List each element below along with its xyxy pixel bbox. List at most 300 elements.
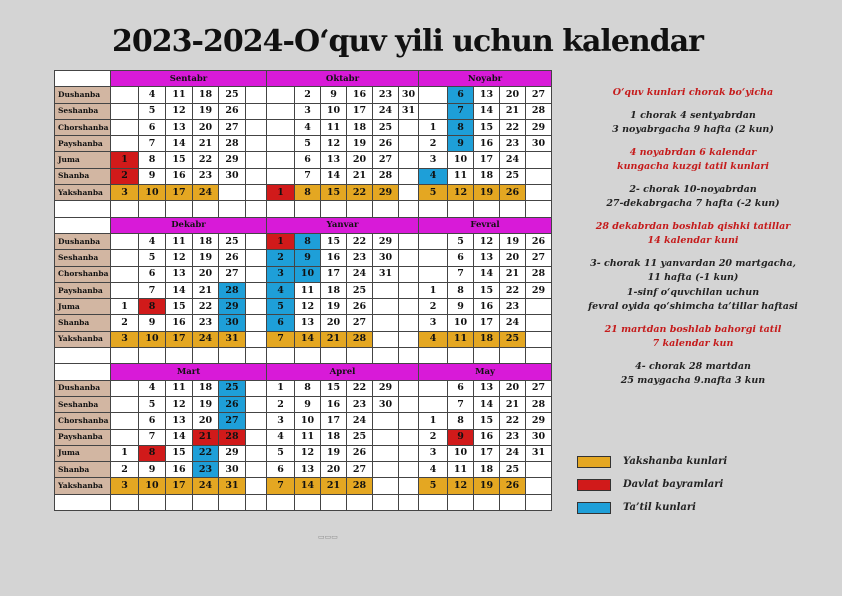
date-cell (399, 331, 419, 347)
date-cell: 1 (419, 119, 448, 135)
date-cell: 11 (448, 462, 474, 478)
date-cell: 24 (193, 185, 219, 201)
date-cell: 30 (399, 87, 419, 103)
date-cell: 17 (474, 152, 500, 168)
date-cell: 4 (139, 87, 166, 103)
date-cell: 7 (139, 136, 166, 152)
note-block (560, 146, 826, 175)
date-cell: 22 (193, 299, 219, 315)
date-cell (219, 185, 246, 201)
date-cell: 31 (219, 478, 246, 494)
date-cell (399, 168, 419, 184)
date-cell: 15 (474, 413, 500, 429)
date-cell: 17 (166, 331, 193, 347)
date-cell (246, 168, 267, 184)
date-cell: 20 (193, 413, 219, 429)
date-cell: 21 (500, 103, 526, 119)
date-cell: 13 (295, 462, 321, 478)
note-line: 1-sinf o‘quvchilan uchun (626, 286, 760, 298)
date-cell: 11 (166, 233, 193, 249)
date-cell (399, 136, 419, 152)
date-cell: 22 (347, 233, 373, 249)
date-cell: 16 (166, 315, 193, 331)
date-cell: 18 (474, 168, 500, 184)
date-cell: 13 (474, 250, 500, 266)
date-cell: 10 (139, 331, 166, 347)
date-cell (111, 396, 139, 412)
date-cell: 27 (526, 250, 552, 266)
note-block (560, 220, 826, 249)
date-cell: 14 (474, 396, 500, 412)
date-cell (111, 413, 139, 429)
date-cell: 26 (526, 233, 552, 249)
legend-swatch (577, 456, 611, 468)
spacer-cell (419, 494, 448, 510)
date-cell: 8 (139, 445, 166, 461)
note-block (560, 323, 826, 352)
calendar-table (54, 70, 552, 511)
date-cell: 16 (347, 87, 373, 103)
date-cell (111, 429, 139, 445)
date-cell: 4 (267, 429, 295, 445)
date-cell: 10 (295, 266, 321, 282)
date-cell: 1 (267, 233, 295, 249)
date-cell: 27 (526, 380, 552, 396)
month-header: Oktabr (267, 71, 419, 87)
date-cell: 16 (474, 136, 500, 152)
spacer-cell (166, 494, 193, 510)
date-cell: 19 (321, 299, 347, 315)
date-cell: 21 (500, 396, 526, 412)
legend-item (577, 496, 727, 519)
date-cell (399, 413, 419, 429)
date-cell: 25 (219, 87, 246, 103)
date-cell: 17 (166, 478, 193, 494)
date-cell: 26 (373, 136, 399, 152)
spacer-cell (139, 348, 166, 364)
note-line: 3 noyabrgacha 9 hafta (2 kun) (612, 124, 774, 135)
date-cell: 3 (419, 152, 448, 168)
note-block (560, 109, 826, 138)
date-cell (246, 315, 267, 331)
date-cell: 8 (139, 299, 166, 315)
day-label: Seshanba (55, 396, 111, 412)
month-header: Fevral (419, 217, 552, 233)
date-cell: 5 (419, 478, 448, 494)
date-cell: 11 (448, 168, 474, 184)
spacer-cell (295, 494, 321, 510)
date-cell: 4 (295, 119, 321, 135)
date-cell: 19 (193, 103, 219, 119)
date-cell: 5 (267, 299, 295, 315)
spacer-cell (111, 201, 139, 217)
date-cell (267, 103, 295, 119)
date-cell: 1 (111, 445, 139, 461)
date-cell: 19 (193, 396, 219, 412)
date-cell: 24 (373, 103, 399, 119)
note-line: 3- chorak 11 yanvardan 20 martgacha, (590, 257, 796, 269)
spacer-cell (55, 201, 111, 217)
date-cell: 29 (219, 152, 246, 168)
date-cell: 8 (295, 185, 321, 201)
date-cell (246, 445, 267, 461)
date-cell: 12 (166, 250, 193, 266)
note-line: 4- chorak 28 martdan (635, 360, 751, 372)
date-cell: 4 (139, 233, 166, 249)
note-line: 11 hafta (-1 kun) (647, 272, 739, 283)
spacer-cell (526, 494, 552, 510)
date-cell: 22 (500, 282, 526, 298)
date-cell: 10 (321, 103, 347, 119)
legend-swatch (577, 479, 611, 491)
page-title: 2023-2024-O‘quv yili uchun kalendar (112, 24, 703, 59)
month-header: Aprel (267, 364, 419, 380)
date-cell: 7 (139, 429, 166, 445)
spacer-cell (55, 494, 111, 510)
date-cell: 7 (448, 103, 474, 119)
date-cell: 29 (219, 299, 246, 315)
date-cell (246, 429, 267, 445)
date-cell: 7 (267, 478, 295, 494)
day-label: Dushanba (55, 380, 111, 396)
date-cell: 19 (321, 445, 347, 461)
date-cell: 12 (474, 233, 500, 249)
spacer-cell (419, 201, 448, 217)
date-cell: 12 (295, 299, 321, 315)
date-cell: 7 (267, 331, 295, 347)
note-line: 7 kalendar kun (652, 338, 734, 349)
day-label: Chorshanba (55, 413, 111, 429)
date-cell: 16 (166, 462, 193, 478)
note-line: 1 chorak 4 sentyabrdan (630, 109, 756, 121)
date-cell: 27 (219, 266, 246, 282)
date-cell: 13 (166, 266, 193, 282)
date-cell: 15 (474, 282, 500, 298)
legend-label: Davlat bayramlari (623, 479, 724, 490)
corner-cell (55, 217, 111, 233)
date-cell (246, 119, 267, 135)
date-cell: 31 (373, 266, 399, 282)
date-cell: 15 (474, 119, 500, 135)
date-cell: 1 (267, 380, 295, 396)
spacer-cell (448, 201, 474, 217)
spacer-cell (111, 494, 139, 510)
date-cell: 28 (526, 396, 552, 412)
day-label: Seshanba (55, 103, 111, 119)
date-cell: 22 (193, 445, 219, 461)
date-cell: 20 (500, 250, 526, 266)
date-cell: 14 (295, 331, 321, 347)
date-cell (419, 103, 448, 119)
date-cell: 11 (295, 282, 321, 298)
date-cell (373, 299, 399, 315)
date-cell: 3 (111, 185, 139, 201)
date-cell: 9 (139, 315, 166, 331)
date-cell: 26 (347, 445, 373, 461)
spacer-cell (139, 201, 166, 217)
date-cell: 9 (295, 250, 321, 266)
date-cell: 6 (139, 119, 166, 135)
date-cell: 6 (139, 413, 166, 429)
date-cell: 3 (267, 413, 295, 429)
date-cell: 11 (448, 331, 474, 347)
month-header: Noyabr (419, 71, 552, 87)
note-line: O‘quv kunlari chorak bo‘yicha (612, 87, 774, 98)
date-cell: 27 (219, 119, 246, 135)
date-cell: 28 (373, 168, 399, 184)
date-cell: 17 (166, 185, 193, 201)
date-cell: 28 (219, 136, 246, 152)
spacer-cell (474, 348, 500, 364)
date-cell (246, 152, 267, 168)
date-cell: 10 (139, 478, 166, 494)
date-cell: 7 (448, 266, 474, 282)
date-cell: 2 (111, 462, 139, 478)
date-cell: 7 (295, 168, 321, 184)
spacer-cell (55, 348, 111, 364)
date-cell (111, 250, 139, 266)
date-cell (373, 282, 399, 298)
spacer-cell (267, 494, 295, 510)
date-cell: 14 (295, 478, 321, 494)
date-cell: 1 (419, 282, 448, 298)
spacer-cell (321, 494, 347, 510)
date-cell: 9 (448, 299, 474, 315)
date-cell: 18 (321, 429, 347, 445)
date-cell: 28 (219, 282, 246, 298)
date-cell: 2 (295, 87, 321, 103)
note-line: 2- chorak 10-noyabrdan (629, 183, 757, 195)
day-label: Juma (55, 299, 111, 315)
date-cell: 3 (295, 103, 321, 119)
date-cell (373, 462, 399, 478)
date-cell: 24 (347, 413, 373, 429)
date-cell (246, 233, 267, 249)
date-cell: 20 (347, 152, 373, 168)
date-cell: 6 (267, 315, 295, 331)
date-cell: 11 (166, 380, 193, 396)
date-cell: 13 (295, 315, 321, 331)
spacer-cell (526, 201, 552, 217)
day-label: Chorshanba (55, 266, 111, 282)
date-cell (246, 462, 267, 478)
note-block (560, 360, 826, 389)
month-header: Yanvar (267, 217, 419, 233)
date-cell (399, 185, 419, 201)
date-cell: 21 (193, 429, 219, 445)
date-cell: 9 (139, 168, 166, 184)
date-cell: 21 (321, 331, 347, 347)
day-label: Yakshanba (55, 331, 111, 347)
date-cell: 15 (166, 299, 193, 315)
spacer-cell (373, 494, 399, 510)
date-cell (419, 266, 448, 282)
date-cell: 29 (526, 413, 552, 429)
date-cell: 24 (193, 331, 219, 347)
date-cell: 25 (500, 462, 526, 478)
date-cell: 25 (373, 119, 399, 135)
spacer-cell (399, 348, 419, 364)
date-cell: 5 (139, 250, 166, 266)
date-cell: 27 (373, 152, 399, 168)
spacer-cell (448, 494, 474, 510)
note-line: fevral oyida qo‘shimcha ta’tillar haftasi (588, 301, 798, 312)
date-cell: 23 (193, 168, 219, 184)
date-cell: 18 (321, 282, 347, 298)
date-cell (526, 462, 552, 478)
date-cell (373, 413, 399, 429)
date-cell (526, 315, 552, 331)
date-cell (526, 168, 552, 184)
date-cell: 12 (295, 445, 321, 461)
date-cell (399, 396, 419, 412)
date-cell: 8 (448, 119, 474, 135)
note-line: 25 maygacha 9.nafta 3 kun (620, 375, 766, 386)
date-cell (246, 136, 267, 152)
spacer-cell (267, 201, 295, 217)
spacer-cell (246, 201, 267, 217)
date-cell: 23 (193, 462, 219, 478)
spacer-cell (139, 494, 166, 510)
date-cell: 24 (500, 315, 526, 331)
spacer-cell (347, 201, 373, 217)
date-cell (399, 233, 419, 249)
date-cell (246, 380, 267, 396)
date-cell: 5 (295, 136, 321, 152)
legend-item (577, 450, 727, 473)
date-cell: 9 (448, 429, 474, 445)
date-cell (419, 87, 448, 103)
date-cell: 23 (500, 136, 526, 152)
date-cell: 2 (111, 168, 139, 184)
date-cell: 9 (139, 462, 166, 478)
date-cell: 5 (419, 185, 448, 201)
date-cell: 30 (373, 396, 399, 412)
date-cell: 6 (448, 380, 474, 396)
note-line: 4 noyabrdan 6 kalendar (629, 146, 757, 158)
date-cell: 31 (399, 103, 419, 119)
date-cell: 29 (373, 185, 399, 201)
date-cell: 18 (193, 380, 219, 396)
date-cell (399, 299, 419, 315)
date-cell (526, 185, 552, 201)
date-cell (373, 331, 399, 347)
note-line: kungacha kuzgi tatil kunlari (616, 161, 770, 172)
date-cell: 29 (373, 380, 399, 396)
spacer-cell (166, 348, 193, 364)
date-cell: 20 (193, 119, 219, 135)
day-label: Juma (55, 152, 111, 168)
spacer-cell (500, 201, 526, 217)
date-cell (399, 282, 419, 298)
date-cell: 28 (526, 266, 552, 282)
date-cell: 15 (166, 152, 193, 168)
date-cell: 25 (219, 233, 246, 249)
watermark-stamp: ▭▭▭ (318, 533, 338, 541)
corner-cell (55, 364, 111, 380)
spacer-cell (246, 494, 267, 510)
spacer-cell (111, 348, 139, 364)
date-cell (267, 168, 295, 184)
date-cell: 7 (448, 396, 474, 412)
date-cell: 4 (267, 282, 295, 298)
date-cell: 11 (321, 119, 347, 135)
date-cell (246, 103, 267, 119)
date-cell: 26 (500, 478, 526, 494)
date-cell (526, 478, 552, 494)
date-cell: 22 (193, 152, 219, 168)
date-cell (419, 250, 448, 266)
date-cell: 8 (295, 233, 321, 249)
date-cell: 15 (166, 445, 193, 461)
date-cell: 3 (267, 266, 295, 282)
date-cell: 22 (347, 185, 373, 201)
date-cell: 19 (474, 478, 500, 494)
date-cell (373, 315, 399, 331)
date-cell: 30 (219, 462, 246, 478)
date-cell: 3 (419, 445, 448, 461)
date-cell: 20 (321, 315, 347, 331)
note-block (560, 257, 826, 315)
date-cell: 28 (347, 331, 373, 347)
day-label: Payshanba (55, 136, 111, 152)
legend-label: Yakshanba kunlari (623, 456, 728, 467)
date-cell: 6 (267, 462, 295, 478)
date-cell: 26 (219, 103, 246, 119)
date-cell (399, 152, 419, 168)
date-cell: 19 (347, 136, 373, 152)
date-cell: 1 (111, 152, 139, 168)
date-cell: 11 (166, 87, 193, 103)
date-cell (399, 315, 419, 331)
spacer-cell (474, 494, 500, 510)
legend (577, 450, 727, 519)
date-cell: 30 (219, 315, 246, 331)
date-cell (246, 331, 267, 347)
spacer-cell (295, 201, 321, 217)
date-cell (246, 478, 267, 494)
date-cell (419, 396, 448, 412)
date-cell: 14 (474, 103, 500, 119)
date-cell: 4 (139, 380, 166, 396)
date-cell: 19 (500, 233, 526, 249)
date-cell: 1 (419, 413, 448, 429)
note-line: 21 martdan boshlab bahorgi tatil (604, 323, 782, 335)
month-header: May (419, 364, 552, 380)
date-cell: 3 (111, 478, 139, 494)
date-cell (246, 282, 267, 298)
spacer-cell (193, 201, 219, 217)
spacer-cell (500, 348, 526, 364)
spacer-cell (347, 494, 373, 510)
date-cell: 6 (448, 250, 474, 266)
note-block (560, 86, 826, 101)
date-cell: 1 (267, 185, 295, 201)
date-cell: 30 (219, 168, 246, 184)
date-cell: 2 (267, 396, 295, 412)
date-cell (399, 119, 419, 135)
spacer-cell (321, 201, 347, 217)
date-cell: 20 (500, 87, 526, 103)
date-cell: 1 (111, 299, 139, 315)
date-cell: 21 (321, 478, 347, 494)
legend-label: Ta’til kunlari (623, 502, 696, 513)
date-cell (526, 331, 552, 347)
date-cell (373, 429, 399, 445)
date-cell (246, 266, 267, 282)
date-cell (246, 185, 267, 201)
date-cell: 28 (219, 429, 246, 445)
